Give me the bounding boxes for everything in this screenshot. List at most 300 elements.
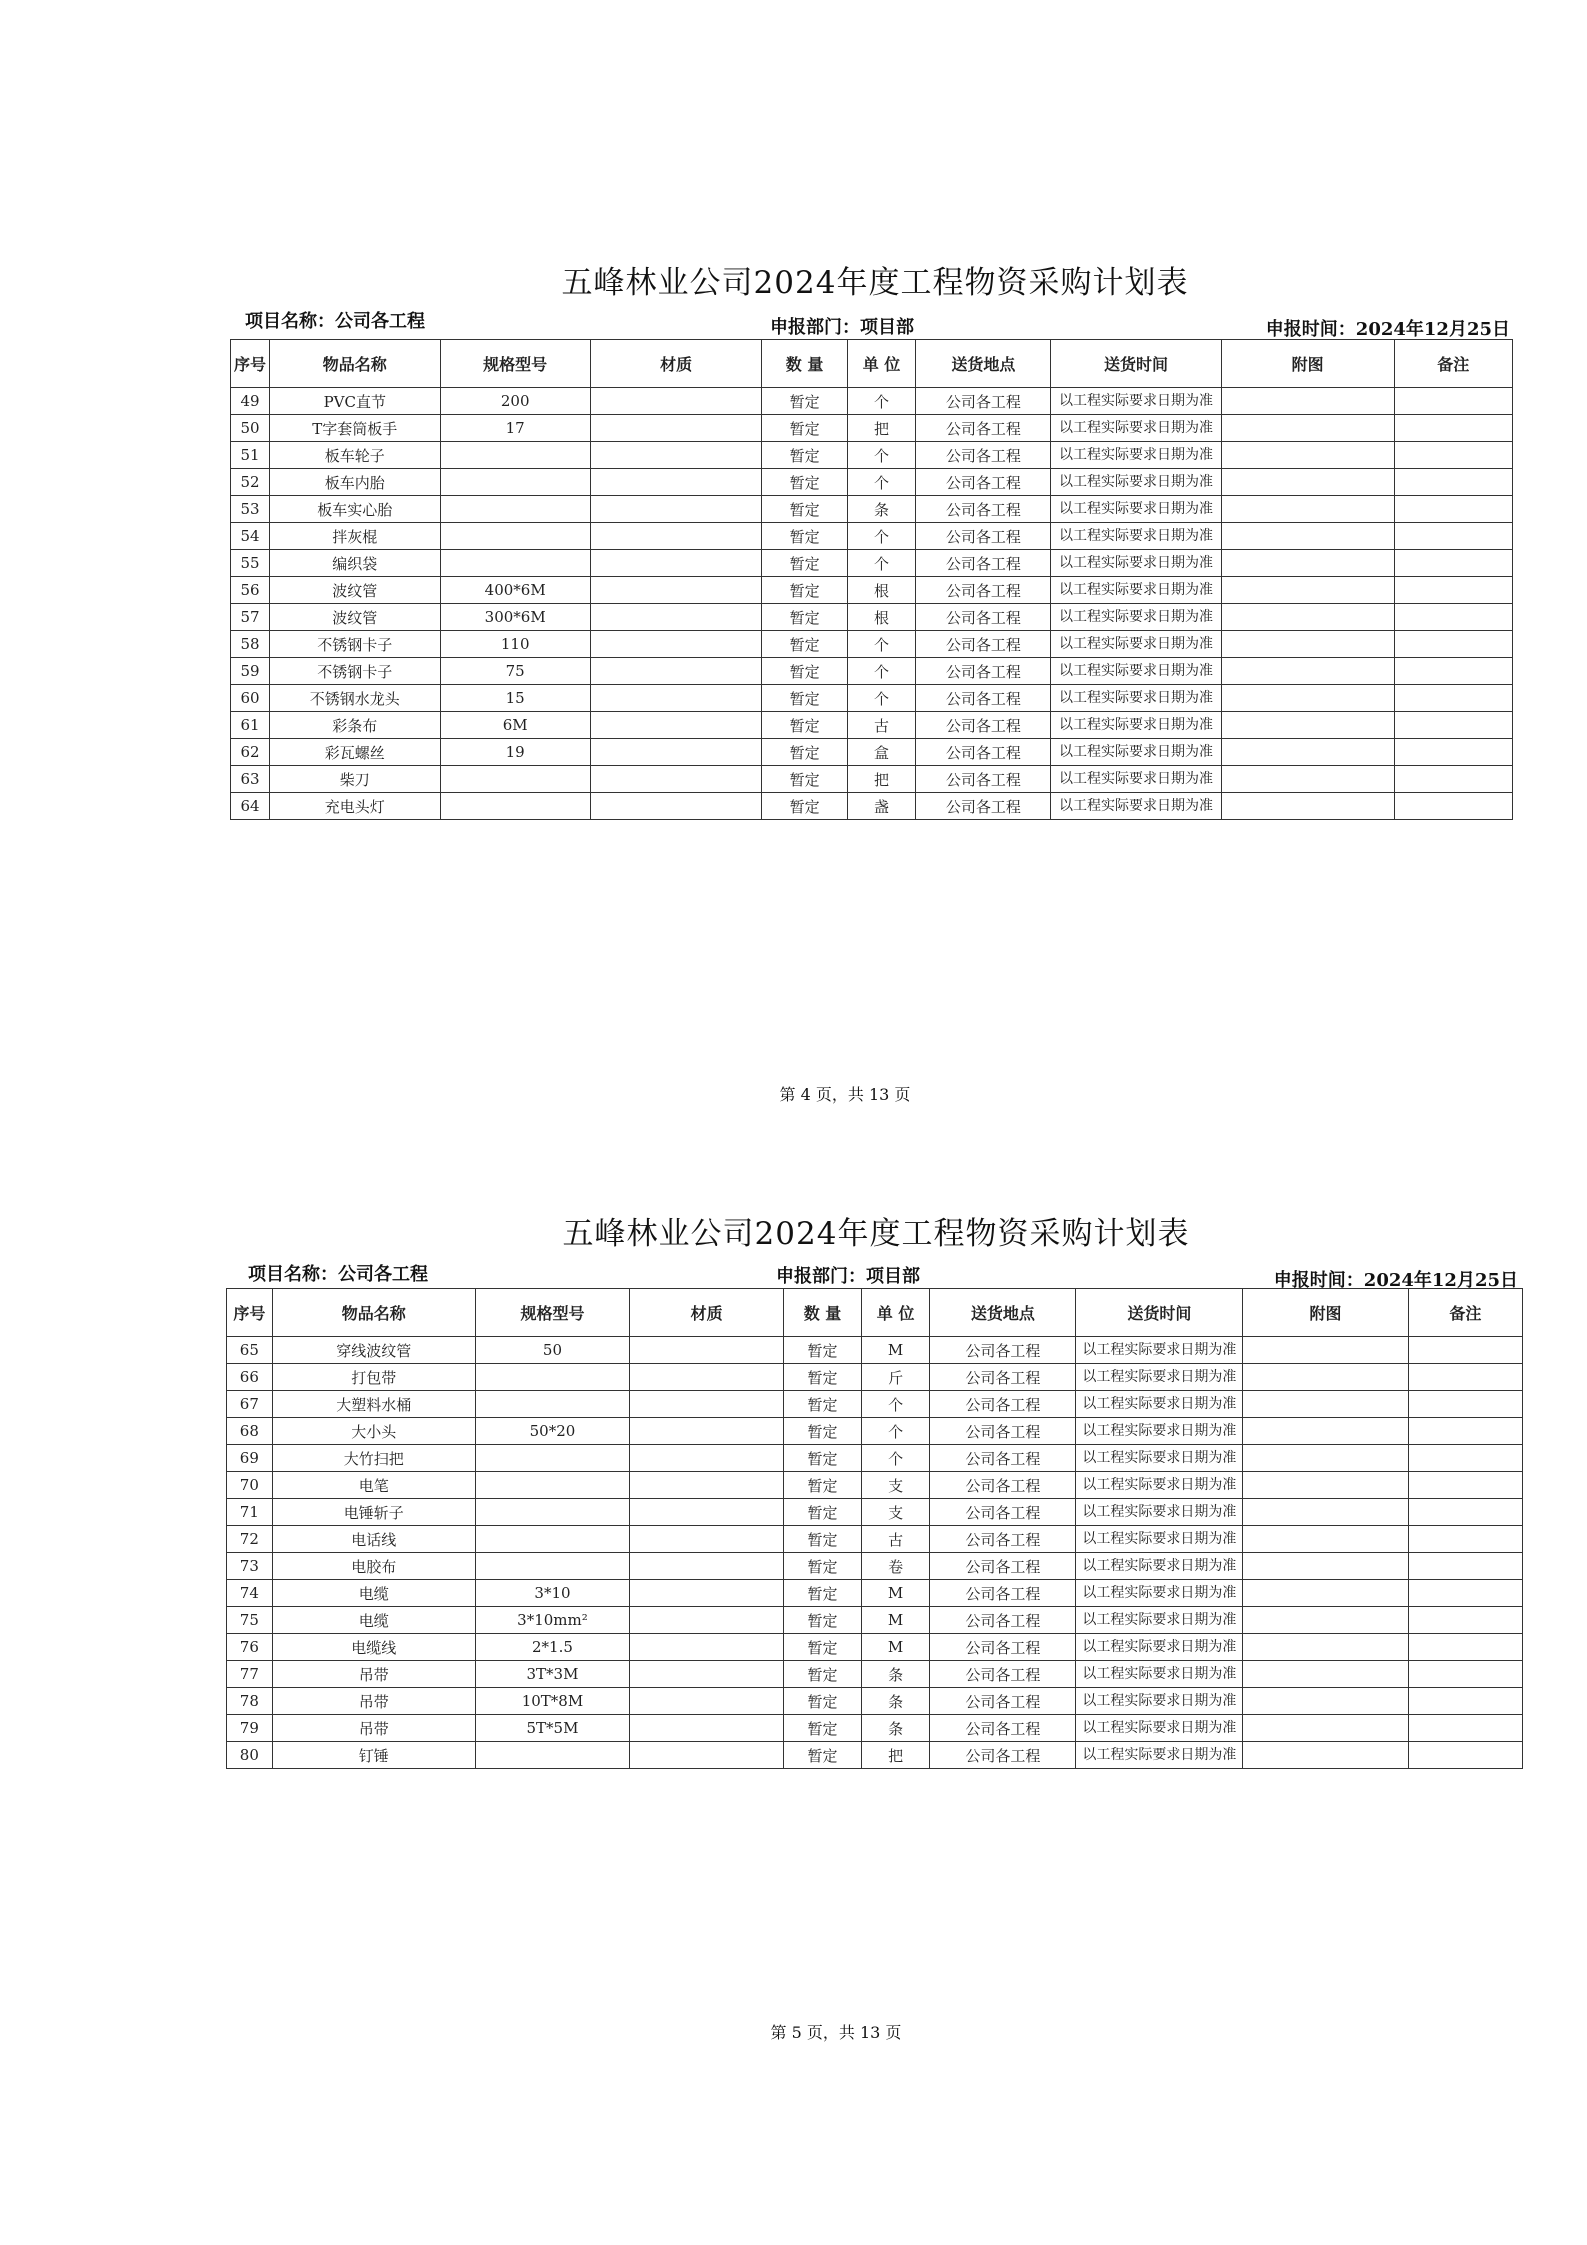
cell-time: 以工程实际要求日期为准 xyxy=(1076,1418,1243,1445)
table-row xyxy=(231,442,1513,469)
table-row xyxy=(227,1526,1523,1553)
cell-attach xyxy=(1243,1742,1409,1769)
date-label: 申报时间： xyxy=(1273,1270,1364,1291)
cell-material xyxy=(590,739,762,766)
cell-material xyxy=(590,658,762,685)
cell-place: 公司各工程 xyxy=(916,793,1051,820)
cell-no: 59 xyxy=(231,658,270,685)
cell-unit: M xyxy=(861,1607,930,1634)
cell-name: PVC直节 xyxy=(270,388,440,415)
cell-name: 波纹管 xyxy=(270,577,440,604)
cell-name: 打包带 xyxy=(272,1364,475,1391)
cell-no: 74 xyxy=(227,1580,273,1607)
table-header-row xyxy=(231,340,1513,388)
cell-place: 公司各工程 xyxy=(930,1661,1076,1688)
cell-note xyxy=(1394,631,1512,658)
cell-spec: 5T*5M xyxy=(475,1715,629,1742)
cell-name: 不锈钢卡子 xyxy=(270,658,440,685)
cell-no: 60 xyxy=(231,685,270,712)
cell-place: 公司各工程 xyxy=(916,577,1051,604)
cell-qty: 暂定 xyxy=(762,388,847,415)
cell-qty: 暂定 xyxy=(762,469,847,496)
cell-spec: 50*20 xyxy=(475,1418,629,1445)
cell-unit: 条 xyxy=(861,1715,930,1742)
date-value: 2024年12月25日 xyxy=(1355,319,1510,340)
cell-spec xyxy=(475,1445,629,1472)
cell-qty: 暂定 xyxy=(784,1526,862,1553)
cell-place: 公司各工程 xyxy=(916,469,1051,496)
cell-no: 57 xyxy=(231,604,270,631)
cell-spec xyxy=(475,1499,629,1526)
table-row xyxy=(227,1607,1523,1634)
cell-name: 不锈钢水龙头 xyxy=(270,685,440,712)
cell-material xyxy=(590,550,762,577)
cell-unit: 个 xyxy=(861,1445,930,1472)
cell-attach xyxy=(1243,1580,1409,1607)
column-header-unit: 单 位 xyxy=(847,340,916,388)
column-header-place: 送货地点 xyxy=(916,340,1051,388)
cell-material xyxy=(630,1607,784,1634)
cell-attach xyxy=(1221,685,1394,712)
column-header-attach: 附图 xyxy=(1243,1289,1409,1337)
cell-attach xyxy=(1243,1337,1409,1364)
cell-no: 53 xyxy=(231,496,270,523)
cell-name: 板车内胎 xyxy=(270,469,440,496)
cell-place: 公司各工程 xyxy=(930,1364,1076,1391)
table-row xyxy=(227,1634,1523,1661)
cell-attach xyxy=(1221,766,1394,793)
cell-qty: 暂定 xyxy=(762,496,847,523)
cell-attach xyxy=(1243,1526,1409,1553)
table-row xyxy=(231,739,1513,766)
cell-note xyxy=(1408,1445,1522,1472)
cell-material xyxy=(630,1418,784,1445)
department-info xyxy=(770,313,914,339)
cell-material xyxy=(590,712,762,739)
cell-note xyxy=(1394,577,1512,604)
cell-place: 公司各工程 xyxy=(930,1391,1076,1418)
cell-no: 76 xyxy=(227,1634,273,1661)
cell-qty: 暂定 xyxy=(762,631,847,658)
cell-name: 电胶布 xyxy=(272,1553,475,1580)
cell-note xyxy=(1394,550,1512,577)
cell-material xyxy=(630,1553,784,1580)
cell-material xyxy=(590,496,762,523)
cell-material xyxy=(630,1445,784,1472)
cell-no: 61 xyxy=(231,712,270,739)
cell-note xyxy=(1408,1661,1522,1688)
cell-unit: 古 xyxy=(847,712,916,739)
cell-qty: 暂定 xyxy=(784,1364,862,1391)
cell-note xyxy=(1408,1391,1522,1418)
cell-time: 以工程实际要求日期为准 xyxy=(1051,523,1221,550)
cell-note xyxy=(1394,712,1512,739)
cell-name: 电缆线 xyxy=(272,1634,475,1661)
cell-qty: 暂定 xyxy=(762,523,847,550)
cell-place: 公司各工程 xyxy=(930,1607,1076,1634)
cell-spec: 3T*3M xyxy=(475,1661,629,1688)
cell-unit: 支 xyxy=(861,1472,930,1499)
cell-name: 拌灰棍 xyxy=(270,523,440,550)
cell-time: 以工程实际要求日期为准 xyxy=(1076,1634,1243,1661)
cell-time: 以工程实际要求日期为准 xyxy=(1051,604,1221,631)
cell-name: 充电头灯 xyxy=(270,793,440,820)
cell-spec xyxy=(440,469,590,496)
cell-qty: 暂定 xyxy=(762,685,847,712)
cell-note xyxy=(1394,766,1512,793)
table-row xyxy=(231,604,1513,631)
department-label: 申报部门： xyxy=(776,1266,866,1287)
cell-unit: 个 xyxy=(847,469,916,496)
cell-unit: 个 xyxy=(861,1391,930,1418)
cell-unit: 个 xyxy=(847,658,916,685)
cell-place: 公司各工程 xyxy=(916,442,1051,469)
cell-spec xyxy=(440,766,590,793)
cell-qty: 暂定 xyxy=(784,1580,862,1607)
cell-place: 公司各工程 xyxy=(930,1553,1076,1580)
cell-name: 大竹扫把 xyxy=(272,1445,475,1472)
cell-time: 以工程实际要求日期为准 xyxy=(1051,550,1221,577)
cell-attach xyxy=(1221,415,1394,442)
cell-qty: 暂定 xyxy=(784,1715,862,1742)
cell-time: 以工程实际要求日期为准 xyxy=(1076,1742,1243,1769)
cell-attach xyxy=(1221,658,1394,685)
cell-attach xyxy=(1221,712,1394,739)
cell-place: 公司各工程 xyxy=(930,1688,1076,1715)
column-header-material: 材质 xyxy=(630,1289,784,1337)
cell-qty: 暂定 xyxy=(762,712,847,739)
cell-name: 吊带 xyxy=(272,1661,475,1688)
cell-unit: 条 xyxy=(861,1688,930,1715)
cell-place: 公司各工程 xyxy=(916,523,1051,550)
table-row xyxy=(231,631,1513,658)
cell-name: 电笔 xyxy=(272,1472,475,1499)
cell-name: 柴刀 xyxy=(270,766,440,793)
column-header-time: 送货时间 xyxy=(1076,1289,1243,1337)
column-header-name: 物品名称 xyxy=(272,1289,475,1337)
table-row xyxy=(231,766,1513,793)
cell-spec: 50 xyxy=(475,1337,629,1364)
table-row xyxy=(231,523,1513,550)
cell-time: 以工程实际要求日期为准 xyxy=(1076,1391,1243,1418)
column-header-qty: 数 量 xyxy=(784,1289,862,1337)
table-row xyxy=(227,1715,1523,1742)
cell-note xyxy=(1408,1580,1522,1607)
cell-spec: 19 xyxy=(440,739,590,766)
column-header-note: 备注 xyxy=(1394,340,1512,388)
cell-no: 64 xyxy=(231,793,270,820)
cell-note xyxy=(1408,1634,1522,1661)
cell-material xyxy=(630,1634,784,1661)
sheet-title: 五峰林业公司2024年度工程物资采购计划表 xyxy=(561,265,1189,301)
cell-unit: 个 xyxy=(861,1418,930,1445)
cell-no: 55 xyxy=(231,550,270,577)
table-row xyxy=(231,577,1513,604)
cell-qty: 暂定 xyxy=(784,1634,862,1661)
cell-qty: 暂定 xyxy=(784,1607,862,1634)
cell-qty: 暂定 xyxy=(784,1337,862,1364)
cell-attach xyxy=(1221,496,1394,523)
cell-place: 公司各工程 xyxy=(916,388,1051,415)
cell-material xyxy=(630,1580,784,1607)
cell-qty: 暂定 xyxy=(784,1553,862,1580)
cell-unit: 条 xyxy=(847,496,916,523)
table-row xyxy=(227,1445,1523,1472)
cell-attach xyxy=(1221,523,1394,550)
cell-qty: 暂定 xyxy=(762,604,847,631)
cell-material xyxy=(590,766,762,793)
cell-note xyxy=(1394,685,1512,712)
page-footer: 第 5 页，共 13 页 xyxy=(770,2023,902,2042)
cell-no: 72 xyxy=(227,1526,273,1553)
cell-note xyxy=(1408,1742,1522,1769)
cell-note xyxy=(1394,523,1512,550)
cell-time: 以工程实际要求日期为准 xyxy=(1051,577,1221,604)
cell-name: 大小头 xyxy=(272,1418,475,1445)
cell-note xyxy=(1408,1418,1522,1445)
cell-qty: 暂定 xyxy=(762,793,847,820)
cell-attach xyxy=(1243,1661,1409,1688)
cell-attach xyxy=(1221,739,1394,766)
cell-time: 以工程实际要求日期为准 xyxy=(1051,685,1221,712)
cell-no: 69 xyxy=(227,1445,273,1472)
cell-qty: 暂定 xyxy=(762,415,847,442)
cell-time: 以工程实际要求日期为准 xyxy=(1051,415,1221,442)
cell-attach xyxy=(1221,793,1394,820)
cell-attach xyxy=(1221,550,1394,577)
date-value: 2024年12月25日 xyxy=(1363,1270,1518,1291)
cell-place: 公司各工程 xyxy=(930,1445,1076,1472)
procurement-table xyxy=(226,1288,1523,1769)
cell-qty: 暂定 xyxy=(762,739,847,766)
cell-unit: 卷 xyxy=(861,1553,930,1580)
cell-spec xyxy=(475,1742,629,1769)
project-label: 项目名称： xyxy=(245,311,335,332)
table-row xyxy=(227,1580,1523,1607)
cell-attach xyxy=(1243,1364,1409,1391)
project-value: 公司各工程 xyxy=(338,1264,428,1285)
cell-name: 彩条布 xyxy=(270,712,440,739)
procurement-table xyxy=(230,339,1513,820)
cell-time: 以工程实际要求日期为准 xyxy=(1076,1526,1243,1553)
table-row xyxy=(227,1553,1523,1580)
cell-attach xyxy=(1243,1499,1409,1526)
cell-spec: 15 xyxy=(440,685,590,712)
cell-no: 66 xyxy=(227,1364,273,1391)
cell-qty: 暂定 xyxy=(762,577,847,604)
cell-qty: 暂定 xyxy=(784,1391,862,1418)
department-label: 申报部门： xyxy=(770,317,860,338)
cell-note xyxy=(1394,793,1512,820)
table-row xyxy=(231,496,1513,523)
cell-material xyxy=(590,415,762,442)
cell-place: 公司各工程 xyxy=(916,712,1051,739)
table-row xyxy=(231,388,1513,415)
column-header-place: 送货地点 xyxy=(930,1289,1076,1337)
cell-note xyxy=(1394,469,1512,496)
cell-unit: 根 xyxy=(847,577,916,604)
cell-note xyxy=(1408,1337,1522,1364)
cell-spec xyxy=(475,1391,629,1418)
cell-place: 公司各工程 xyxy=(930,1499,1076,1526)
cell-material xyxy=(630,1337,784,1364)
project-label: 项目名称： xyxy=(248,1264,338,1285)
cell-unit: 条 xyxy=(861,1661,930,1688)
cell-no: 79 xyxy=(227,1715,273,1742)
cell-time: 以工程实际要求日期为准 xyxy=(1076,1472,1243,1499)
cell-name: 电锤斩子 xyxy=(272,1499,475,1526)
cell-material xyxy=(630,1742,784,1769)
cell-time: 以工程实际要求日期为准 xyxy=(1076,1553,1243,1580)
cell-place: 公司各工程 xyxy=(930,1634,1076,1661)
cell-no: 73 xyxy=(227,1553,273,1580)
cell-qty: 暂定 xyxy=(762,766,847,793)
column-header-unit: 单 位 xyxy=(861,1289,930,1337)
cell-name: 彩瓦螺丝 xyxy=(270,739,440,766)
cell-place: 公司各工程 xyxy=(930,1715,1076,1742)
cell-attach xyxy=(1243,1634,1409,1661)
cell-place: 公司各工程 xyxy=(930,1580,1076,1607)
department-info xyxy=(776,1262,920,1288)
table-row xyxy=(231,469,1513,496)
cell-attach xyxy=(1221,469,1394,496)
cell-unit: 个 xyxy=(847,631,916,658)
cell-qty: 暂定 xyxy=(784,1418,862,1445)
cell-name: 波纹管 xyxy=(270,604,440,631)
cell-attach xyxy=(1243,1418,1409,1445)
cell-no: 80 xyxy=(227,1742,273,1769)
cell-qty: 暂定 xyxy=(762,550,847,577)
cell-name: 吊带 xyxy=(272,1688,475,1715)
cell-material xyxy=(630,1499,784,1526)
cell-qty: 暂定 xyxy=(784,1661,862,1688)
cell-attach xyxy=(1243,1715,1409,1742)
table-row xyxy=(231,685,1513,712)
cell-no: 58 xyxy=(231,631,270,658)
department-value: 项目部 xyxy=(866,1266,920,1287)
column-header-spec: 规格型号 xyxy=(475,1289,629,1337)
cell-note xyxy=(1394,442,1512,469)
cell-time: 以工程实际要求日期为准 xyxy=(1076,1499,1243,1526)
cell-unit: 个 xyxy=(847,523,916,550)
cell-spec xyxy=(475,1526,629,1553)
cell-unit: M xyxy=(861,1337,930,1364)
table-row xyxy=(227,1418,1523,1445)
cell-no: 65 xyxy=(227,1337,273,1364)
column-header-time: 送货时间 xyxy=(1051,340,1221,388)
cell-name: 大塑料水桶 xyxy=(272,1391,475,1418)
cell-name: 板车实心胎 xyxy=(270,496,440,523)
cell-material xyxy=(590,469,762,496)
cell-place: 公司各工程 xyxy=(916,658,1051,685)
cell-time: 以工程实际要求日期为准 xyxy=(1076,1580,1243,1607)
cell-spec: 10T*8M xyxy=(475,1688,629,1715)
cell-note xyxy=(1394,388,1512,415)
cell-qty: 暂定 xyxy=(784,1472,862,1499)
column-header-attach: 附图 xyxy=(1221,340,1394,388)
cell-unit: M xyxy=(861,1634,930,1661)
cell-spec: 6M xyxy=(440,712,590,739)
cell-no: 63 xyxy=(231,766,270,793)
cell-no: 56 xyxy=(231,577,270,604)
cell-place: 公司各工程 xyxy=(930,1526,1076,1553)
cell-name: 电缆 xyxy=(272,1580,475,1607)
cell-unit: 把 xyxy=(861,1742,930,1769)
cell-time: 以工程实际要求日期为准 xyxy=(1076,1337,1243,1364)
cell-time: 以工程实际要求日期为准 xyxy=(1076,1688,1243,1715)
cell-spec: 300*6M xyxy=(440,604,590,631)
cell-spec: 400*6M xyxy=(440,577,590,604)
cell-place: 公司各工程 xyxy=(916,685,1051,712)
page-footer: 第 4 页，共 13 页 xyxy=(779,1085,911,1104)
cell-time: 以工程实际要求日期为准 xyxy=(1076,1364,1243,1391)
cell-material xyxy=(630,1472,784,1499)
cell-time: 以工程实际要求日期为准 xyxy=(1051,739,1221,766)
project-value: 公司各工程 xyxy=(335,311,425,332)
cell-unit: M xyxy=(861,1580,930,1607)
cell-unit: 盏 xyxy=(847,793,916,820)
cell-place: 公司各工程 xyxy=(916,739,1051,766)
cell-note xyxy=(1408,1499,1522,1526)
cell-material xyxy=(590,523,762,550)
cell-qty: 暂定 xyxy=(762,442,847,469)
cell-qty: 暂定 xyxy=(784,1445,862,1472)
cell-name: 吊带 xyxy=(272,1715,475,1742)
table-row xyxy=(227,1499,1523,1526)
cell-spec: 17 xyxy=(440,415,590,442)
cell-attach xyxy=(1221,442,1394,469)
cell-name: 电缆 xyxy=(272,1607,475,1634)
column-header-qty: 数 量 xyxy=(762,340,847,388)
cell-no: 78 xyxy=(227,1688,273,1715)
sheet-title: 五峰林业公司2024年度工程物资采购计划表 xyxy=(562,1216,1190,1252)
cell-qty: 暂定 xyxy=(784,1688,862,1715)
cell-unit: 盒 xyxy=(847,739,916,766)
cell-no: 51 xyxy=(231,442,270,469)
cell-place: 公司各工程 xyxy=(916,496,1051,523)
cell-unit: 把 xyxy=(847,766,916,793)
cell-name: 穿线波纹管 xyxy=(272,1337,475,1364)
cell-no: 62 xyxy=(231,739,270,766)
table-row xyxy=(227,1391,1523,1418)
cell-place: 公司各工程 xyxy=(930,1418,1076,1445)
sheet-page-4 xyxy=(230,195,1520,1104)
cell-note xyxy=(1408,1715,1522,1742)
cell-time: 以工程实际要求日期为准 xyxy=(1076,1715,1243,1742)
cell-place: 公司各工程 xyxy=(916,766,1051,793)
cell-time: 以工程实际要求日期为准 xyxy=(1051,469,1221,496)
cell-attach xyxy=(1243,1688,1409,1715)
cell-no: 75 xyxy=(227,1607,273,1634)
table-row xyxy=(231,712,1513,739)
cell-unit: 古 xyxy=(861,1526,930,1553)
cell-no: 70 xyxy=(227,1472,273,1499)
cell-spec xyxy=(440,523,590,550)
cell-spec: 200 xyxy=(440,388,590,415)
cell-material xyxy=(630,1364,784,1391)
cell-place: 公司各工程 xyxy=(930,1472,1076,1499)
cell-material xyxy=(630,1715,784,1742)
table-row xyxy=(227,1742,1523,1769)
cell-spec: 75 xyxy=(440,658,590,685)
cell-unit: 个 xyxy=(847,685,916,712)
cell-material xyxy=(630,1526,784,1553)
cell-attach xyxy=(1221,388,1394,415)
cell-spec: 110 xyxy=(440,631,590,658)
cell-name: 电话线 xyxy=(272,1526,475,1553)
cell-place: 公司各工程 xyxy=(930,1337,1076,1364)
sheet-page-5 xyxy=(226,1158,1526,2053)
